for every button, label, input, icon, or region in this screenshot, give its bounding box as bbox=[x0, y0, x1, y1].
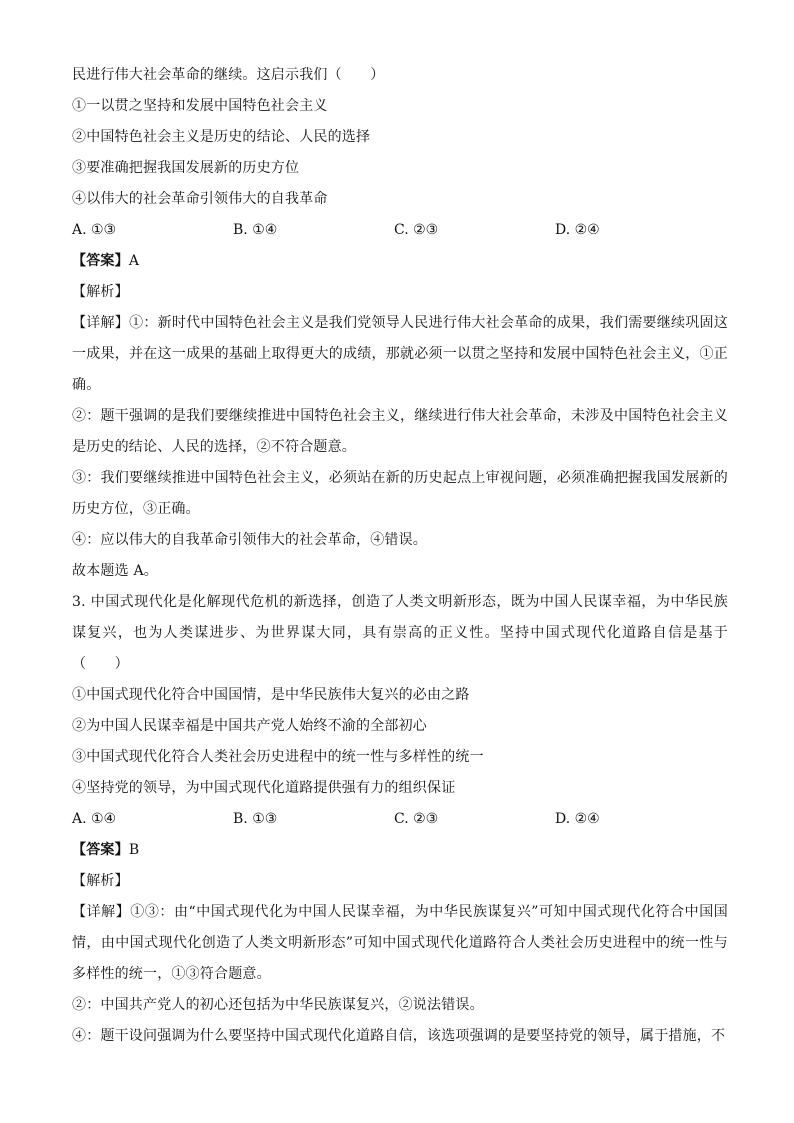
q2-detail-label: 【详解】 bbox=[72, 315, 130, 331]
document-page bbox=[72, 60, 728, 1052]
q3-option-c: C. ②③ bbox=[394, 811, 439, 827]
q3-option-b: B. ①③ bbox=[233, 811, 278, 827]
q3-option-a: A. ①④ bbox=[72, 811, 117, 827]
q2-stem-tail: 民进行伟大社会革命的继续。这启示我们（ ） bbox=[72, 67, 385, 83]
q3-detail-3: ④：题干设问强调为什么要坚持中国式现代化道路自信，该选项强调的是要坚持党的领导，属于措施，不 bbox=[72, 1028, 726, 1044]
q3-answer-value: B bbox=[128, 842, 140, 858]
q2-option-c: C. ②③ bbox=[394, 222, 439, 238]
q2-analysis-label: 【解析】 bbox=[72, 284, 129, 300]
q3-statement-3: ③中国式现代化符合人类社会历史进程中的统一性与多样性的统一 bbox=[72, 749, 484, 765]
q3-statement-2: ②为中国人民谋幸福是中国共产党人始终不渝的全部初心 bbox=[72, 718, 427, 734]
q2-answer bbox=[72, 246, 728, 277]
q2-statement-1: ①一以贯之坚持和发展中国特色社会主义 bbox=[72, 98, 328, 114]
q3-statement-1: ①中国式现代化符合中国国情，是中华民族伟大复兴的必由之路 bbox=[72, 687, 470, 703]
q2-option-a: A. ①③ bbox=[72, 222, 117, 238]
q3-detail-2: ②：中国共产党人的初心还包括为中华民族谋复兴，②说法错误。 bbox=[72, 997, 484, 1013]
q2-detail-3: ③：我们要继续推进中国特色社会主义，必须站在新的历史起点上审视问题，必须准确把握我国发展新的历史方位，③正确。 bbox=[72, 470, 728, 517]
q3-stem: 3. 中国式现代化是化解现代危机的新选择，创造了人类文明新形态，既为中国人民谋幸福，为中华民族谋复兴，也为人类谋进步、为世界谋大同，具有崇高的正义性。坚持中国式现代化道路自信是基于（ ） bbox=[72, 594, 728, 672]
q2-statement-3: ③要准确把握我国发展新的历史方位 bbox=[72, 160, 300, 176]
q3-detail-1-text: ①③：由“中国式现代化为中国人民谋幸福，为中华民族谋复兴”可知中国式现代化符合中国国情，由中国式现代化创造了人类文明新形态”可知中国式现代化道路符合人类社会历史进程中的统一性与多样性的统一，①③符合题意。 bbox=[72, 904, 728, 982]
q3-option-d: D. ②④ bbox=[555, 811, 600, 827]
q2-conclusion: 故本题选 A。 bbox=[72, 563, 158, 579]
q2-statement-4: ④以伟大的社会革命引领伟大的自我革命 bbox=[72, 191, 328, 207]
q3-options bbox=[72, 804, 728, 835]
q2-answer-value: A bbox=[128, 253, 140, 269]
q2-detail-1-text: ①：新时代中国特色社会主义是我们党领导人民进行伟大社会革命的成果，我们需要继续巩固这一成果，并在这一成果的基础上取得更大的成绩，那就必须一以贯之坚持和发展中国特色社会主义，①正确。 bbox=[72, 315, 728, 393]
q3-answer-label: 【答案】 bbox=[72, 842, 129, 858]
q2-detail-4: ④：应以伟大的自我革命引领伟大的社会革命，④错误。 bbox=[72, 532, 427, 548]
q2-option-d: D. ②④ bbox=[555, 222, 600, 238]
q3-statement-4: ④坚持党的领导，为中国式现代化道路提供强有力的组织保证 bbox=[72, 780, 456, 796]
q2-option-b: B. ①④ bbox=[233, 222, 278, 238]
q2-detail-2: ②：题干强调的是我们要继续推进中国特色社会主义，继续进行伟大社会革命，未涉及中国特色社会主义是历史的结论、人民的选择，②不符合题意。 bbox=[72, 408, 728, 455]
q3-detail-label: 【详解】 bbox=[72, 904, 131, 920]
q3-analysis-label: 【解析】 bbox=[72, 873, 129, 889]
q2-answer-label: 【答案】 bbox=[72, 253, 129, 269]
q3-detail-1 bbox=[72, 897, 728, 990]
q3-answer bbox=[72, 835, 728, 866]
q2-statement-2: ②中国特色社会主义是历史的结论、人民的选择 bbox=[72, 129, 371, 145]
q2-options bbox=[72, 215, 728, 246]
q2-detail-1 bbox=[72, 308, 728, 401]
